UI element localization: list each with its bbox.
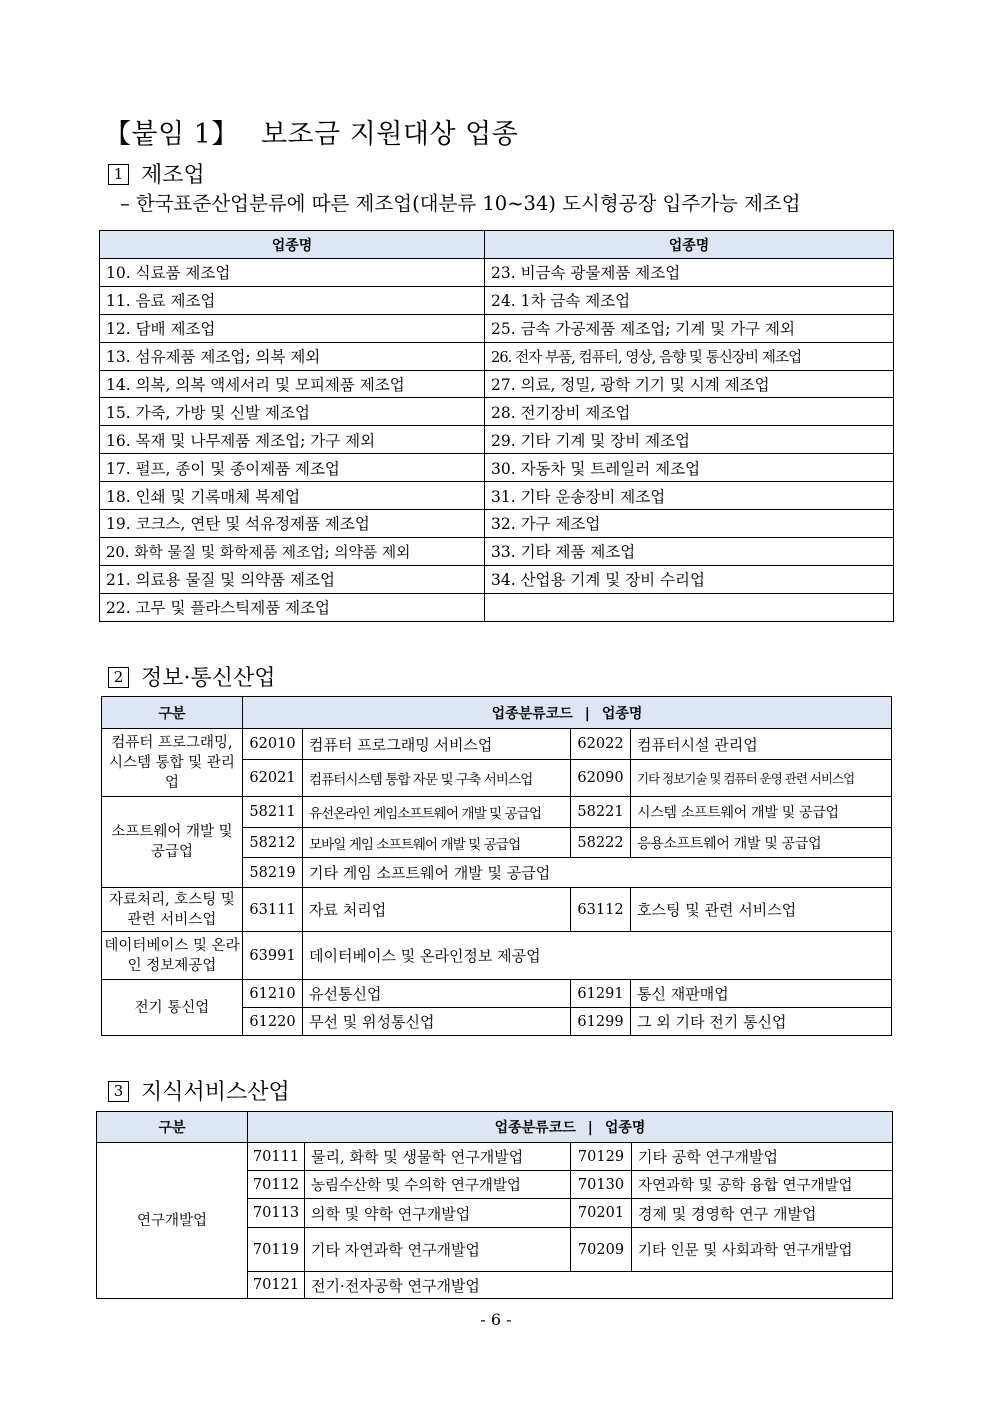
table-cell: 16. 목재 및 나무제품 제조업; 가구 제외: [100, 426, 485, 454]
table-cell: 19. 코크스, 연탄 및 석유정제품 제조업: [100, 510, 485, 538]
name-cell: 자연과학 및 공학 융합 연구개발업: [632, 1171, 893, 1199]
table-cell: 26. 전자 부품, 컴퓨터, 영상, 음향 및 통신장비 제조업: [485, 342, 894, 370]
name-header: 업종명: [604, 1120, 646, 1136]
name-cell: 컴퓨터시스템 통합 자문 및 구축 서비스업: [303, 760, 571, 797]
name-cell: 호스팅 및 관련 서비스업: [631, 888, 892, 932]
name-cell: 모바일 게임 소프트웨어 개발 및 공급업: [303, 828, 571, 858]
table-row: [100, 482, 894, 510]
category-cell: 자료처리, 호스팅 및 관련 서비스업: [102, 888, 243, 932]
name-cell: 물리, 화학 및 생물학 연구개발업: [305, 1143, 571, 1171]
table-cell: [485, 593, 894, 621]
name-cell: 컴퓨터 프로그래밍 서비스업: [303, 729, 571, 760]
code-cell: 70209: [571, 1228, 632, 1272]
table-cell: 10. 식료품 제조업: [100, 259, 485, 287]
table-cell: 30. 자동차 및 트레일러 제조업: [485, 454, 894, 482]
table-row: [100, 370, 894, 398]
page-title: [104, 112, 518, 151]
code-header: 업종분류코드: [494, 1120, 576, 1136]
table-cell: 28. 전기장비 제조업: [485, 398, 894, 426]
section-number-box: 3: [108, 1081, 129, 1102]
code-name-header: [243, 697, 892, 729]
code-cell: 58211: [243, 797, 303, 828]
title-text: 보조금 지원대상 업종: [260, 119, 519, 150]
category-cell: 연구개발업: [97, 1143, 248, 1299]
table-cell: 14. 의복, 의복 액세서리 및 모피제품 제조업: [100, 370, 485, 398]
table-cell: 17. 펄프, 종이 및 종이제품 제조업: [100, 454, 485, 482]
code-cell: 63112: [571, 888, 631, 932]
table-row: [100, 259, 894, 287]
table-cell: 22. 고무 및 플라스틱제품 제조업: [100, 593, 485, 621]
code-cell: 63111: [243, 888, 303, 932]
table-cell: 29. 기타 기계 및 장비 제조업: [485, 426, 894, 454]
table-header-row: [102, 697, 892, 729]
manufacturing-table: [99, 230, 894, 622]
name-cell: 의학 및 약학 연구개발업: [305, 1199, 571, 1228]
column-header: 업종명: [100, 231, 485, 259]
code-cell: 70111: [248, 1143, 305, 1171]
table-row: [100, 426, 894, 454]
section-title: 지식서비스산업: [141, 1080, 290, 1105]
table-header-row: [97, 1112, 893, 1143]
code-cell: 63991: [243, 932, 303, 980]
table-cell: 18. 인쇄 및 기록매체 복제업: [100, 482, 485, 510]
code-cell: 62021: [243, 760, 303, 797]
name-cell: 기타 자연과학 연구개발업: [305, 1228, 571, 1272]
section-1-heading: [108, 158, 205, 189]
section-title: 정보·통신산업: [141, 666, 276, 691]
manufacturing-description: – 한국표준산업분류에 따른 제조업(대분류 10~34) 도시형공장 입주가능 제조업: [120, 192, 801, 215]
code-cell: 70112: [248, 1171, 305, 1199]
section-2-heading: [108, 661, 276, 692]
ict-table: [101, 696, 892, 1036]
header-separator: |: [587, 1120, 593, 1136]
name-cell: 전기·전자공학 연구개발업: [305, 1272, 893, 1299]
attachment-label: 【붙임 1】: [104, 119, 239, 150]
table-row: [100, 286, 894, 314]
code-name-header: [248, 1112, 893, 1143]
table-cell: 32. 가구 제조업: [485, 510, 894, 538]
section-number-box: 2: [108, 667, 129, 688]
code-cell: 58219: [243, 858, 303, 888]
column-header: 업종명: [485, 231, 894, 259]
code-cell: 62090: [571, 760, 631, 797]
name-cell: 무선 및 위성통신업: [303, 1008, 571, 1036]
table-row: [100, 537, 894, 565]
name-cell: 기타 게임 소프트웨어 개발 및 공급업: [303, 858, 892, 888]
table-cell: 34. 산업용 기계 및 장비 수리업: [485, 565, 894, 593]
code-cell: 70130: [571, 1171, 632, 1199]
header-separator: |: [584, 705, 590, 722]
code-cell: 61291: [571, 980, 631, 1008]
table-row: [97, 1143, 893, 1171]
name-cell: 데이터베이스 및 온라인정보 제공업: [303, 932, 892, 980]
table-cell: 27. 의료, 정밀, 광학 기기 및 시계 제조업: [485, 370, 894, 398]
table-row: [100, 398, 894, 426]
category-cell: 소프트웨어 개발 및 공급업: [102, 797, 243, 888]
code-cell: 58221: [571, 797, 631, 828]
section-number-box: 1: [108, 164, 129, 185]
code-cell: 70121: [248, 1272, 305, 1299]
section-3-heading: [108, 1075, 290, 1106]
table-row: [100, 565, 894, 593]
name-cell: 그 외 기타 전기 통신업: [631, 1008, 892, 1036]
name-cell: 경제 및 경영학 연구 개발업: [632, 1199, 893, 1228]
category-header: 구분: [102, 697, 243, 729]
name-cell: 유선통신업: [303, 980, 571, 1008]
table-cell: 15. 가죽, 가방 및 신발 제조업: [100, 398, 485, 426]
name-cell: 기타 공학 연구개발업: [632, 1143, 893, 1171]
table-row: [100, 454, 894, 482]
code-cell: 58222: [571, 828, 631, 858]
name-cell: 자료 처리업: [303, 888, 571, 932]
code-cell: 62022: [571, 729, 631, 760]
name-cell: 기타 인문 및 사회과학 연구개발업: [632, 1228, 893, 1272]
code-cell: 70129: [571, 1143, 632, 1171]
category-cell: 데이터베이스 및 온라인 정보제공업: [102, 932, 243, 980]
name-cell: 농림수산학 및 수의학 연구개발업: [305, 1171, 571, 1199]
code-cell: 61210: [243, 980, 303, 1008]
code-header: 업종분류코드: [491, 705, 573, 722]
table-cell: 12. 담배 제조업: [100, 314, 485, 342]
table-cell: 31. 기타 운송장비 제조업: [485, 482, 894, 510]
code-cell: 58212: [243, 828, 303, 858]
table-cell: 24. 1차 금속 제조업: [485, 286, 894, 314]
table-row: [100, 314, 894, 342]
table-row: [102, 932, 892, 980]
table-row: [102, 797, 892, 828]
name-cell: 컴퓨터시설 관리업: [631, 729, 892, 760]
table-cell: 21. 의료용 물질 및 의약품 제조업: [100, 565, 485, 593]
table-row: [102, 729, 892, 760]
name-header: 업종명: [601, 705, 643, 722]
table-row: [100, 342, 894, 370]
table-row: [102, 980, 892, 1008]
table-row: [100, 510, 894, 538]
table-header-row: [100, 231, 894, 259]
name-cell: 응용소프트웨어 개발 및 공급업: [631, 828, 892, 858]
table-cell: 13. 섬유제품 제조업; 의복 제외: [100, 342, 485, 370]
code-cell: 70119: [248, 1228, 305, 1272]
code-cell: 70201: [571, 1199, 632, 1228]
table-cell: 25. 금속 가공제품 제조업; 기계 및 가구 제외: [485, 314, 894, 342]
code-cell: 62010: [243, 729, 303, 760]
name-cell: 통신 재판매업: [631, 980, 892, 1008]
category-cell: 전기 통신업: [102, 980, 243, 1036]
table-cell: 11. 음료 제조업: [100, 286, 485, 314]
table-cell: 33. 기타 제품 제조업: [485, 537, 894, 565]
table-row: [100, 593, 894, 621]
code-cell: 70113: [248, 1199, 305, 1228]
code-cell: 61299: [571, 1008, 631, 1036]
table-cell: 20. 화학 물질 및 화학제품 제조업; 의약품 제외: [100, 537, 485, 565]
table-row: [102, 888, 892, 932]
page-number: - 6 -: [480, 1310, 512, 1329]
knowledge-service-table: [96, 1111, 893, 1299]
category-cell: 컴퓨터 프로그래밍, 시스템 통합 및 관리업: [102, 729, 243, 797]
name-cell: 시스템 소프트웨어 개발 및 공급업: [631, 797, 892, 828]
section-title: 제조업: [141, 163, 205, 188]
name-cell: 유선온라인 게임소프트웨어 개발 및 공급업: [303, 797, 571, 828]
name-cell: 기타 정보기술 및 컴퓨터 운영 관련 서비스업: [631, 760, 892, 797]
category-header: 구분: [97, 1112, 248, 1143]
table-cell: 23. 비금속 광물제품 제조업: [485, 259, 894, 287]
code-cell: 61220: [243, 1008, 303, 1036]
